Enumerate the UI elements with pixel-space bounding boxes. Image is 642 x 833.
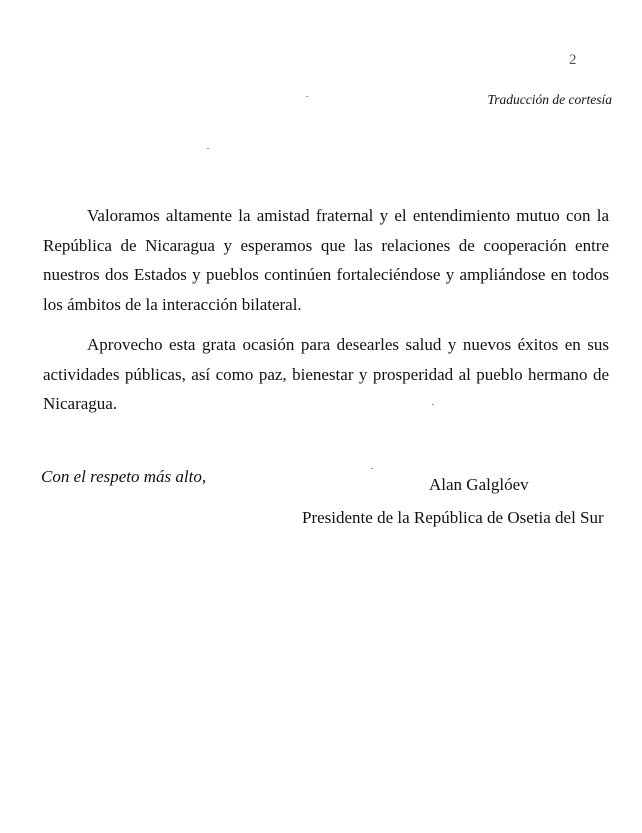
scan-speck <box>207 148 209 149</box>
closing-salutation: Con el respeto más alto, <box>41 467 207 486</box>
signer-title: Presidente de la República de Osetia del Sur <box>302 508 604 527</box>
translation-note: Traducción de cortesía <box>487 92 612 107</box>
scan-speck <box>306 96 308 97</box>
page-number: 2 <box>569 52 577 68</box>
body-paragraph: Aprovecho esta grata ocasión para desearles salud y nuevos éxitos en sus actividades públicas, así como paz, bienestar y prosperidad al pueblo hermano de Nicaragua. <box>43 335 609 413</box>
body-paragraph: Valoramos altamente la amistad fraternal y el entendimiento mutuo con la República de Nicaragua y esperamos que las relaciones de cooperación entre nuestros dos Estados y pueblos continúen fortaleciéndose y ampliándose en todos los ámbitos de la interacción bilateral. <box>43 206 609 314</box>
signer-name: Alan Galglóev <box>429 475 529 494</box>
scan-speck <box>371 468 373 469</box>
